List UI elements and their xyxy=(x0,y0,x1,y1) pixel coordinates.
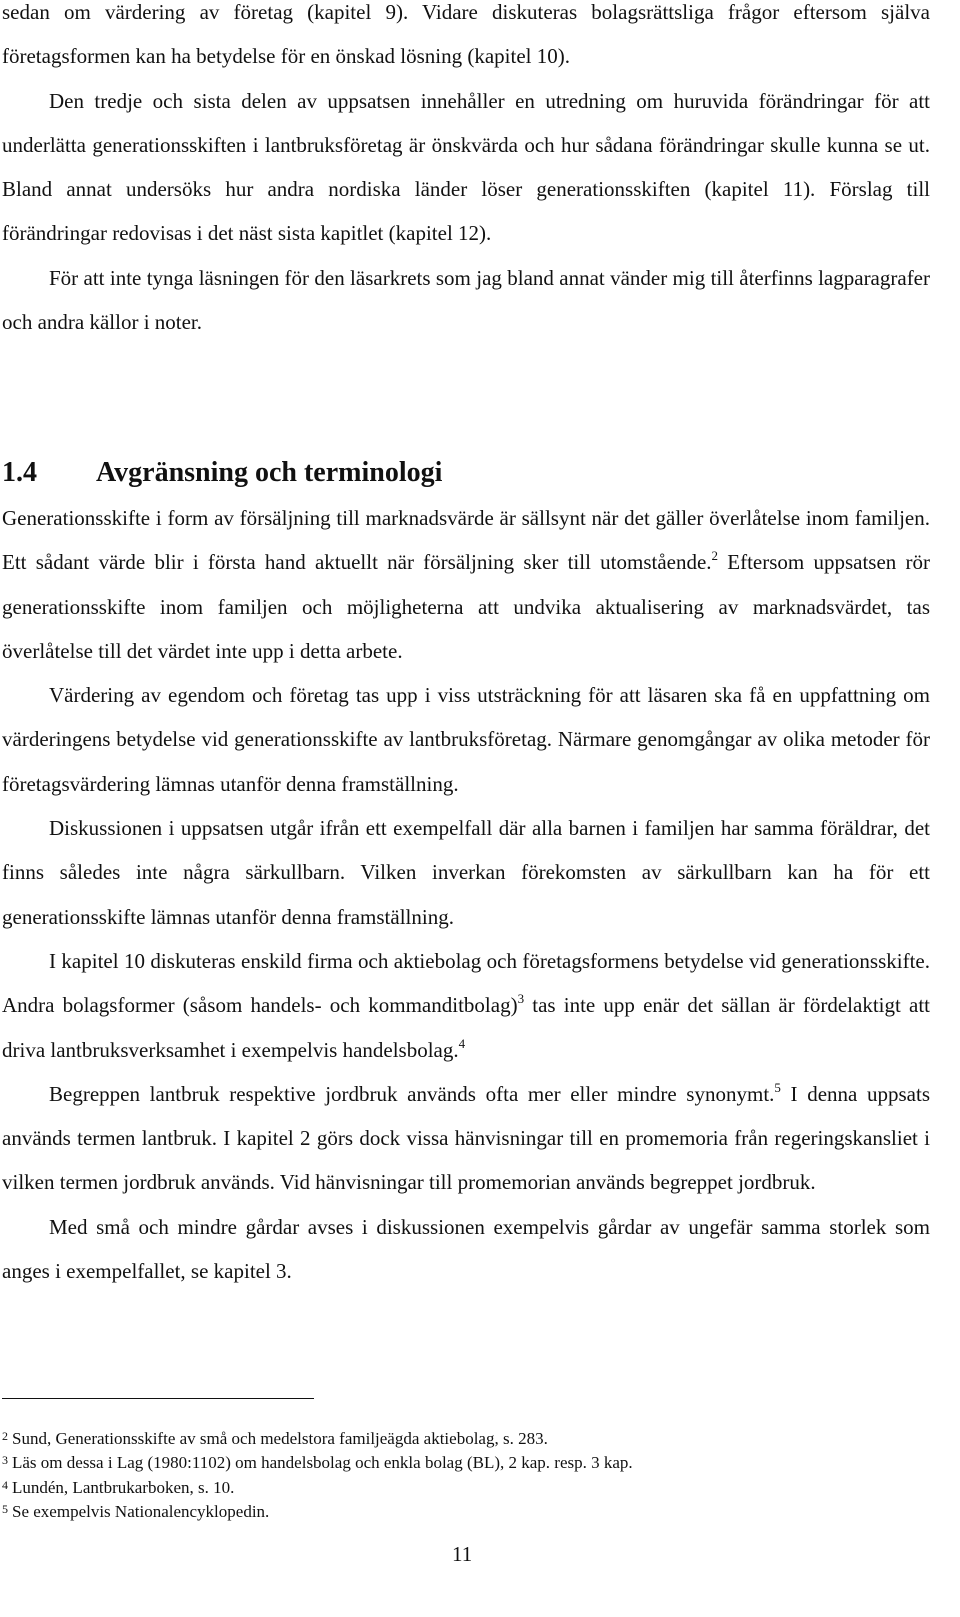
section-paragraph-4 xyxy=(2,939,930,1072)
intro-paragraph-2: Den tredje och sista delen av uppsatsen innehåller en utredning om huruvida förändringar för att underlätta generationsskiften i lantbruksföretag är önskvärda och hur sådana förändringar skulle kunna se ut. Bland annat undersöks hur andra nordiska länder löser generationsskiften (kapitel 11). Förslag till förändringar redovisas i det näst sista kapitlet (kapitel 12). xyxy=(2,88,930,246)
footnote-mark: 5 xyxy=(2,1501,8,1516)
footnote xyxy=(2,1500,930,1524)
footnotes xyxy=(2,1427,930,1524)
footnote-text: Sund, Generationsskifte av små och medelstora familjeägda aktiebolag, s. 283. xyxy=(12,1429,548,1448)
section-paragraph-6: Med små och mindre gårdar avses i diskussionen exempelvis gårdar av ungefär samma storlek som anges i exempelfallet, se kapitel 3. xyxy=(2,1214,930,1284)
section-title: Avgränsning och terminologi xyxy=(96,457,443,488)
paragraph-text: Begreppen lantbruk respektive jordbruk används ofta mer eller mindre synonymt. xyxy=(49,1081,775,1106)
section-paragraph-2: Värdering av egendom och företag tas upp i viss utsträckning för att läsaren ska få en uppfattning om värderingens betydelse vid generationsskifte av lantbruksföretag. Närmare genomgångar av olika metoder för företagsvärdering lämnas utanför denna framställning. xyxy=(2,683,930,796)
paragraph-text: I kapitel 10 diskuteras enskild firma och aktiebolag och företagsformens betydelse vid generationsskifte. Andra bolagsformer (såsom handels- och kommanditbolag) xyxy=(2,948,930,1018)
footnote-mark: 4 xyxy=(2,1477,8,1492)
footnote xyxy=(2,1451,930,1475)
section-number: 1.4 xyxy=(2,457,37,488)
footnote-text: Lundén, Lantbrukarboken, s. 10. xyxy=(12,1477,235,1497)
footnote-reference: 4 xyxy=(458,1035,466,1051)
section-text-block xyxy=(2,496,930,1293)
paragraph-text: tas inte upp enär det sällan är fördelaktigt att driva lantbruksverksamhet i exempelvis handelsbolag. xyxy=(2,993,930,1062)
intro-text-block xyxy=(2,0,930,344)
intro-paragraph-1: sedan om värdering av företag (kapitel 9). Vidare diskuteras bolagsrättsliga frågor eftersom själva företagsformen kan ha betydelse för en önskad lösning (kapitel 10). xyxy=(2,0,930,69)
footnote-mark: 3 xyxy=(2,1453,8,1468)
footnote-reference: 5 xyxy=(774,1079,781,1095)
paragraph-text: Eftersom uppsatsen rör generationsskifte inom familjen och möjligheterna att undvika aktualisering av marknadsvärdet, tas överlåtelse till det värdet inte upp i detta arbete. xyxy=(2,550,930,663)
section-paragraph-3: Diskussionen i uppsatsen utgår ifrån ett exempelfall där alla barnen i familjen har samma föräldrar, det finns således inte några särkullbarn. Vilken inverkan förekomsten av särkullbarn kan ha för ett generationsskifte lämnas utanför denna framställning. xyxy=(2,816,930,929)
footnote xyxy=(2,1427,930,1451)
footnote xyxy=(2,1476,930,1500)
footnote-reference: 3 xyxy=(517,991,525,1007)
section-paragraph-1 xyxy=(2,496,930,673)
footnote-mark: 2 xyxy=(2,1429,8,1443)
footnote-reference: 2 xyxy=(711,548,719,564)
footnote-text: Se exempelvis Nationalencyklopedin. xyxy=(12,1501,270,1521)
footnote-separator xyxy=(2,1398,314,1399)
paragraph-text: I denna uppsats används termen lantbruk. I kapitel 2 görs dock vissa hänvisningar till en promemoria från regeringskansliet i vilken termen jordbruk används. Vid hänvisningar till promemorian används begreppet jordbruk. xyxy=(2,1081,930,1195)
section-paragraph-5 xyxy=(2,1072,930,1205)
paragraph-text: Generationsskifte i form av försäljning till marknadsvärde är sällsynt när det gäller överlåtelse inom familjen. Ett sådant värde blir i första hand aktuellt när försäljning sker till utomstående. xyxy=(2,506,930,575)
footnote-text: Läs om dessa i Lag (1980:1102) om handelsbolag och enkla bolag (BL), 2 kap. resp. 3 kap. xyxy=(12,1453,633,1473)
page-number: 11 xyxy=(452,1542,473,1566)
section-heading xyxy=(2,448,442,498)
intro-paragraph-3: För att inte tynga läsningen för den läsarkrets som jag bland annat vänder mig till återfinns lagparagrafer och andra källor i noter. xyxy=(2,265,930,335)
